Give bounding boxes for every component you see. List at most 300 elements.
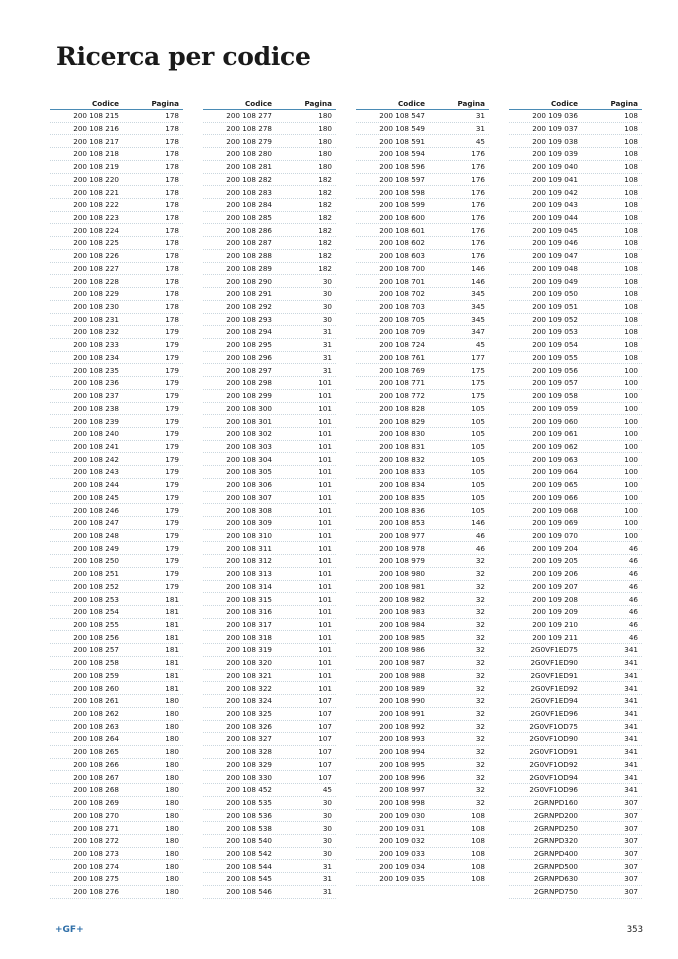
code-cell: 200 108 274 — [73, 861, 119, 871]
table-row — [509, 224, 642, 237]
table-row — [356, 123, 489, 136]
code-cell: 200 108 998 — [379, 798, 425, 808]
code-cell: 200 108 325 — [226, 709, 272, 719]
table-row — [203, 530, 336, 543]
code-cell: 200 108 232 — [73, 327, 119, 337]
table-row — [50, 428, 183, 441]
page-cell: 179 — [165, 569, 179, 579]
table-row — [356, 593, 489, 606]
page-cell: 101 — [318, 403, 332, 413]
code-cell: 200 109 211 — [532, 632, 578, 642]
code-cell: 200 108 295 — [226, 340, 272, 350]
page-cell: 100 — [624, 492, 638, 502]
table-row — [509, 275, 642, 288]
column-header — [509, 94, 642, 110]
page-cell: 179 — [165, 467, 179, 477]
code-cell: 200 109 037 — [532, 123, 578, 133]
page-cell: 108 — [624, 200, 638, 210]
table-row — [203, 390, 336, 403]
table-row — [509, 377, 642, 390]
code-cell: 200 108 989 — [379, 683, 425, 693]
page-cell: 108 — [624, 149, 638, 159]
page-cell: 31 — [322, 327, 332, 337]
page-cell: 101 — [318, 607, 332, 617]
code-cell: 200 108 230 — [73, 302, 119, 312]
page-cell: 100 — [624, 391, 638, 401]
code-cell: 200 108 226 — [73, 251, 119, 261]
code-cell: 200 108 287 — [226, 238, 272, 248]
code-cell: 200 108 261 — [73, 696, 119, 706]
page-cell: 108 — [624, 136, 638, 146]
table-row — [356, 390, 489, 403]
page-cell: 101 — [318, 492, 332, 502]
code-cell: 200 108 993 — [379, 734, 425, 744]
page-cell: 46 — [628, 581, 638, 591]
page-cell: 31 — [322, 352, 332, 362]
table-row — [509, 810, 642, 823]
table-row — [50, 212, 183, 225]
page-cell: 176 — [471, 187, 485, 197]
table-row — [203, 199, 336, 212]
code-cell: 200 108 603 — [379, 251, 425, 261]
code-cell: 200 108 243 — [73, 467, 119, 477]
table-row — [356, 466, 489, 479]
page-cell: 30 — [322, 836, 332, 846]
table-row — [50, 530, 183, 543]
page-cell: 345 — [471, 314, 485, 324]
code-cell: 200 109 209 — [532, 607, 578, 617]
table-row — [203, 581, 336, 594]
code-cell: 200 108 981 — [379, 581, 425, 591]
table-row — [50, 314, 183, 327]
code-cell: 200 108 991 — [379, 709, 425, 719]
table-row — [50, 644, 183, 657]
code-cell: 200 108 255 — [73, 620, 119, 629]
code-cell: 200 108 300 — [226, 403, 272, 413]
table-row — [50, 479, 183, 492]
table-row — [356, 644, 489, 657]
table-row — [203, 631, 336, 644]
page-cell: 105 — [471, 480, 485, 490]
code-cell: 200 108 977 — [379, 530, 425, 540]
code-cell: 200 108 330 — [226, 772, 272, 782]
page-cell: 182 — [318, 200, 332, 210]
table-row — [356, 161, 489, 174]
page-cell: 101 — [318, 391, 332, 401]
page-cell: 100 — [624, 403, 638, 413]
table-row — [509, 746, 642, 759]
code-cell: 200 108 724 — [379, 340, 425, 350]
page-cell: 180 — [165, 759, 179, 769]
page-cell: 178 — [165, 162, 179, 172]
code-cell: 200 108 249 — [73, 543, 119, 553]
page-cell: 32 — [475, 581, 485, 591]
page-cell: 46 — [628, 607, 638, 617]
page-cell: 100 — [624, 467, 638, 477]
table-row — [203, 733, 336, 746]
code-cell: 200 108 254 — [73, 607, 119, 617]
header-pagina: Pagina — [304, 99, 332, 108]
page-cell: 179 — [165, 581, 179, 591]
code-cell: 200 108 218 — [73, 149, 119, 159]
code-cell: 200 108 544 — [226, 861, 272, 871]
page-cell: 107 — [318, 759, 332, 769]
table-row — [50, 492, 183, 505]
page-cell: 176 — [471, 162, 485, 172]
code-cell: 200 108 983 — [379, 607, 425, 617]
code-cell: 200 109 044 — [532, 213, 578, 222]
code-cell: 200 109 047 — [532, 251, 578, 261]
table-row — [203, 326, 336, 339]
code-cell: 200 108 215 — [73, 111, 119, 121]
table-row — [203, 212, 336, 225]
table-row — [509, 135, 642, 148]
table-row — [509, 886, 642, 899]
page-cell: 107 — [318, 709, 332, 719]
table-row — [203, 492, 336, 505]
table-row — [203, 810, 336, 823]
page-cell: 307 — [624, 810, 638, 820]
table-row — [356, 555, 489, 568]
table-row — [356, 822, 489, 835]
page-cell: 179 — [165, 492, 179, 502]
page-cell: 178 — [165, 187, 179, 197]
page-cell: 307 — [624, 874, 638, 884]
table-row — [356, 708, 489, 721]
table-row — [203, 148, 336, 161]
code-cell: 200 109 058 — [532, 391, 578, 401]
table-row — [203, 771, 336, 784]
table-row — [50, 822, 183, 835]
page-cell: 182 — [318, 251, 332, 261]
table-row — [356, 428, 489, 441]
code-cell: 200 108 235 — [73, 365, 119, 375]
table-row — [50, 784, 183, 797]
table-row — [203, 670, 336, 683]
table-row — [356, 542, 489, 555]
page-cell: 32 — [475, 569, 485, 579]
code-cell: 200 108 270 — [73, 810, 119, 820]
page-cell: 100 — [624, 378, 638, 388]
page-cell: 182 — [318, 225, 332, 235]
page-cell: 101 — [318, 670, 332, 680]
code-cell: 200 108 700 — [379, 263, 425, 273]
page-cell: 46 — [628, 569, 638, 579]
table-row — [356, 199, 489, 212]
code-cell: 200 108 979 — [379, 556, 425, 566]
table-row — [356, 759, 489, 772]
page-cell: 107 — [318, 747, 332, 757]
table-row — [509, 835, 642, 848]
table-row — [509, 555, 642, 568]
page-cell: 100 — [624, 518, 638, 528]
code-cell: 200 109 052 — [532, 314, 578, 324]
table-row — [50, 250, 183, 263]
code-cell: 200 109 208 — [532, 594, 578, 604]
code-cell: 200 109 068 — [532, 505, 578, 515]
table-row — [50, 110, 183, 123]
page-cell: 181 — [165, 620, 179, 629]
table-row — [509, 110, 642, 123]
table-row — [509, 326, 642, 339]
code-cell: 200 109 041 — [532, 174, 578, 184]
page-cell: 176 — [471, 174, 485, 184]
page-cell: 178 — [165, 213, 179, 222]
code-cell: 200 108 546 — [226, 887, 272, 897]
code-cell: 200 109 051 — [532, 302, 578, 312]
code-cell: 200 109 207 — [532, 581, 578, 591]
page-cell: 108 — [624, 263, 638, 273]
table-row — [509, 123, 642, 136]
code-cell: 200 108 995 — [379, 759, 425, 769]
code-cell: 200 108 286 — [226, 225, 272, 235]
code-cell: 200 108 769 — [379, 365, 425, 375]
table-row — [356, 339, 489, 352]
code-cell: 200 108 291 — [226, 289, 272, 299]
table-row — [203, 822, 336, 835]
page-cell: 101 — [318, 683, 332, 693]
table-row — [356, 797, 489, 810]
page-cell: 181 — [165, 632, 179, 642]
table-row — [203, 619, 336, 632]
table-row — [50, 771, 183, 784]
page-cell: 108 — [624, 302, 638, 312]
table-row — [50, 224, 183, 237]
table-row — [509, 670, 642, 683]
page-cell: 341 — [624, 785, 638, 795]
table-row — [50, 721, 183, 734]
table-row — [356, 695, 489, 708]
table-row — [509, 619, 642, 632]
code-cell: 200 108 224 — [73, 225, 119, 235]
code-cell: 200 108 596 — [379, 162, 425, 172]
page-cell: 341 — [624, 747, 638, 757]
table-row — [509, 148, 642, 161]
code-cell: 2G0VF1ED92 — [530, 683, 578, 693]
table-row — [356, 110, 489, 123]
table-row — [356, 186, 489, 199]
table-row — [203, 606, 336, 619]
table-row — [356, 771, 489, 784]
code-cell: 200 108 771 — [379, 378, 425, 388]
code-cell: 200 108 234 — [73, 352, 119, 362]
code-cell: 200 108 986 — [379, 645, 425, 655]
page-cell: 31 — [322, 861, 332, 871]
code-cell: 200 108 310 — [226, 530, 272, 540]
code-cell: 2GRNPD750 — [533, 887, 578, 897]
page-cell: 100 — [624, 365, 638, 375]
table-row — [50, 746, 183, 759]
page-cell: 108 — [624, 327, 638, 337]
table-row — [509, 161, 642, 174]
page-cell: 182 — [318, 263, 332, 273]
table-row — [203, 275, 336, 288]
page-cell: 181 — [165, 670, 179, 680]
page-cell: 182 — [318, 238, 332, 248]
code-cell: 200 108 273 — [73, 848, 119, 858]
table-row — [509, 631, 642, 644]
page-cell: 178 — [165, 174, 179, 184]
table-row — [356, 301, 489, 314]
table-row — [203, 314, 336, 327]
header-codice: Codice — [92, 99, 119, 108]
page-cell: 101 — [318, 581, 332, 591]
code-cell: 2G0VF1ED94 — [530, 696, 578, 706]
code-cell: 200 109 205 — [532, 556, 578, 566]
page-cell: 176 — [471, 225, 485, 235]
code-cell: 200 108 248 — [73, 530, 119, 540]
table-row — [50, 186, 183, 199]
page-cell: 108 — [624, 187, 638, 197]
column-header — [356, 94, 489, 110]
code-cell: 200 108 280 — [226, 149, 272, 159]
code-cell: 200 108 216 — [73, 123, 119, 133]
code-cell: 200 108 996 — [379, 772, 425, 782]
page-cell: 108 — [624, 123, 638, 133]
code-cell: 200 109 063 — [532, 454, 578, 464]
page-cell: 101 — [318, 530, 332, 540]
code-cell: 200 109 038 — [532, 136, 578, 146]
code-cell: 200 109 034 — [379, 861, 425, 871]
page-cell: 178 — [165, 225, 179, 235]
page-cell: 101 — [318, 543, 332, 553]
table-row — [509, 708, 642, 721]
code-cell: 2G0VF1OD96 — [529, 785, 578, 795]
page-cell: 101 — [318, 378, 332, 388]
page-cell: 108 — [624, 162, 638, 172]
code-cell: 200 108 275 — [73, 874, 119, 884]
table-row — [509, 771, 642, 784]
page-cell: 108 — [624, 213, 638, 222]
page-cell: 176 — [471, 251, 485, 261]
page-cell: 307 — [624, 887, 638, 897]
table-row — [203, 288, 336, 301]
table-row — [356, 275, 489, 288]
code-cell: 2G0VF1OD91 — [529, 747, 578, 757]
page-cell: 30 — [322, 848, 332, 858]
table-row — [356, 568, 489, 581]
table-row — [50, 415, 183, 428]
page-cell: 341 — [624, 709, 638, 719]
code-cell: 200 108 997 — [379, 785, 425, 795]
page-cell: 105 — [471, 441, 485, 451]
code-cell: 200 108 223 — [73, 213, 119, 222]
page-cell: 108 — [624, 352, 638, 362]
table-row — [50, 606, 183, 619]
page-cell: 341 — [624, 721, 638, 731]
page-cell: 180 — [318, 136, 332, 146]
code-cell: 200 108 831 — [379, 441, 425, 451]
page-cell: 105 — [471, 492, 485, 502]
code-cell: 2GRNPD250 — [533, 823, 578, 833]
code-cell: 200 108 233 — [73, 340, 119, 350]
page-cell: 46 — [628, 556, 638, 566]
page-cell: 32 — [475, 696, 485, 706]
code-cell: 200 108 599 — [379, 200, 425, 210]
table-row — [356, 403, 489, 416]
table-row — [50, 326, 183, 339]
page-cell: 347 — [471, 327, 485, 337]
page-cell: 341 — [624, 670, 638, 680]
code-cell: 200 108 317 — [226, 620, 272, 629]
page-cell: 108 — [471, 810, 485, 820]
page-cell: 101 — [318, 467, 332, 477]
page-cell: 341 — [624, 734, 638, 744]
code-cell: 200 108 536 — [226, 810, 272, 820]
table-row — [356, 784, 489, 797]
table-row — [50, 542, 183, 555]
code-cell: 200 108 269 — [73, 798, 119, 808]
page-cell: 178 — [165, 238, 179, 248]
page-cell: 180 — [165, 810, 179, 820]
gf-logo: +GF+ — [55, 925, 84, 935]
table-row — [203, 657, 336, 670]
page-cell: 108 — [624, 174, 638, 184]
page-cell: 101 — [318, 518, 332, 528]
table-row — [509, 848, 642, 861]
page-cell: 100 — [624, 530, 638, 540]
code-cell: 200 108 836 — [379, 505, 425, 515]
code-cell: 200 109 040 — [532, 162, 578, 172]
code-cell: 2GRNPD320 — [533, 836, 578, 846]
page-cell: 179 — [165, 530, 179, 540]
code-cell: 200 108 283 — [226, 187, 272, 197]
code-cell: 200 108 262 — [73, 709, 119, 719]
page-cell: 31 — [322, 340, 332, 350]
code-cell: 200 108 549 — [379, 123, 425, 133]
page-cell: 180 — [165, 887, 179, 897]
page-cell: 175 — [471, 391, 485, 401]
page-cell: 108 — [471, 848, 485, 858]
code-cell: 200 108 256 — [73, 632, 119, 642]
table-row — [50, 568, 183, 581]
page-cell: 107 — [318, 721, 332, 731]
table-row — [509, 517, 642, 530]
page-cell: 45 — [322, 785, 332, 795]
code-cell: 200 108 315 — [226, 594, 272, 604]
code-cell: 200 108 830 — [379, 429, 425, 439]
page-cell: 341 — [624, 683, 638, 693]
page-cell: 180 — [318, 123, 332, 133]
table-row — [203, 517, 336, 530]
code-cell: 200 109 064 — [532, 467, 578, 477]
page-cell: 108 — [471, 823, 485, 833]
code-cell: 200 108 250 — [73, 556, 119, 566]
page-cell: 108 — [471, 874, 485, 884]
page-cell: 32 — [475, 759, 485, 769]
table-row — [509, 504, 642, 517]
code-cell: 200 108 834 — [379, 480, 425, 490]
code-cell: 200 108 984 — [379, 620, 425, 629]
page-cell: 108 — [471, 861, 485, 871]
table-row — [356, 733, 489, 746]
table-row — [50, 682, 183, 695]
page-cell: 46 — [475, 543, 485, 553]
page-cell: 30 — [322, 314, 332, 324]
code-cell: 200 109 048 — [532, 263, 578, 273]
code-cell: 200 109 045 — [532, 225, 578, 235]
table-row — [203, 441, 336, 454]
page-number: 353 — [626, 925, 643, 935]
code-cell: 200 108 307 — [226, 492, 272, 502]
page-cell: 175 — [471, 365, 485, 375]
page-cell: 101 — [318, 620, 332, 629]
page-cell: 307 — [624, 798, 638, 808]
page-cell: 179 — [165, 505, 179, 515]
code-cell: 200 108 324 — [226, 696, 272, 706]
page-cell: 101 — [318, 556, 332, 566]
table-row — [509, 860, 642, 873]
